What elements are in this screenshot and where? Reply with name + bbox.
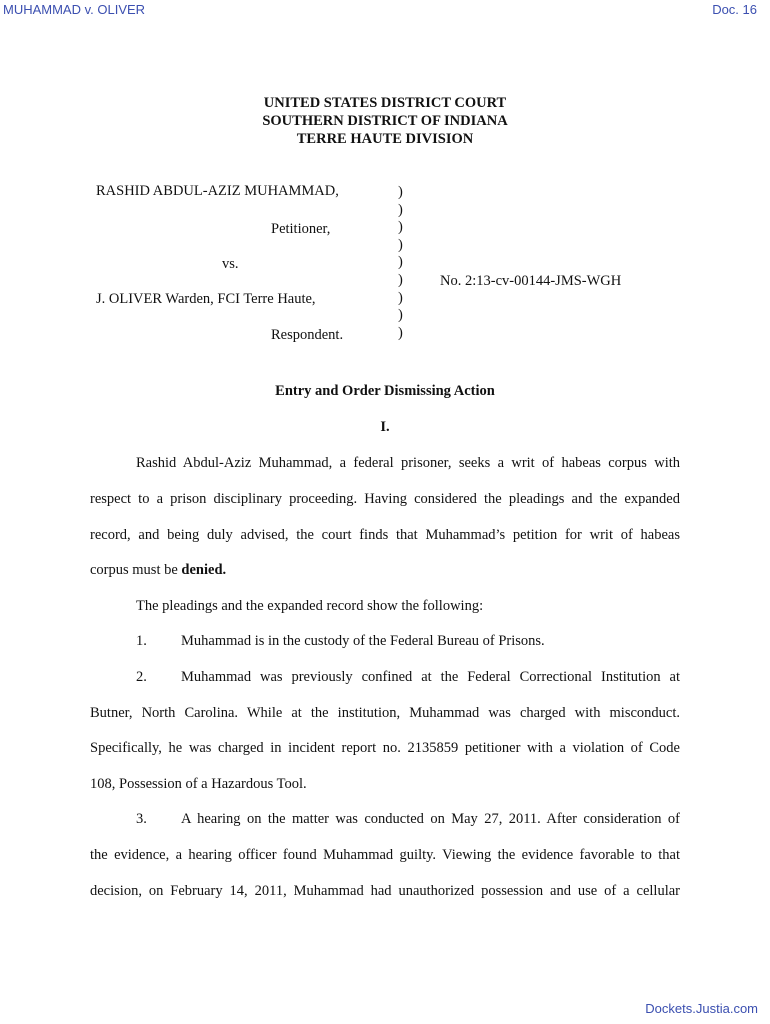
docket-number-link[interactable]: Doc. 16 [712,2,757,17]
caption-paren: ) [398,184,403,200]
item3-line3: decision, on February 14, 2011, Muhammad had unauthorized possession and use of a cellular [90,883,680,899]
item3-line2: the evidence, a hearing officer found Muhammad guilty. Viewing the evidence favorable to that [90,847,680,863]
respondent-name: J. OLIVER Warden, FCI Terre Haute, [96,291,316,307]
para1-line3: record, and being duly advised, the court finds that Muhammad’s petition for writ of habeas [90,527,680,543]
item2-line2: Butner, North Carolina. While at the institution, Muhammad was charged with misconduct. [90,705,680,721]
case-number: No. 2:13-cv-00144-JMS-WGH [440,273,622,289]
case-title-link[interactable]: MUHAMMAD v. OLIVER [3,2,146,17]
para1-line4-text: corpus must be [90,562,182,578]
court-heading [0,94,770,148]
court-division: TERRE HAUTE DIVISION [296,131,474,147]
order-title: Entry and Order Dismissing Action [275,383,495,399]
section-heading: I. [380,419,390,435]
court-district: SOUTHERN DISTRICT OF INDIANA [262,113,508,129]
para1-denied: denied. [181,562,227,578]
item3-line1: A hearing on the matter was conducted on May 27, 2011. After consideration of [181,811,680,827]
petitioner-name: RASHID ABDUL-AZIZ MUHAMMAD, [96,183,339,199]
caption-paren: ) [398,307,403,324]
caption-paren: ) [398,219,403,236]
item1-line1: Muhammad is in the custody of the Federal Bureau of Prisons. [181,633,545,649]
caption-paren: ) [398,271,403,288]
caption-paren: ) [398,324,403,341]
para1-line1: Rashid Abdul-Aziz Muhammad, a federal prisoner, seeks a writ of habeas corpus with [136,455,680,471]
caption-paren: ) [398,254,403,271]
item-number: 1. [136,633,147,649]
para1-line2: respect to a prison disciplinary proceeding. Having considered the pleadings and the expanded [90,491,680,507]
para1-line4 [90,561,680,579]
versus-label: vs. [222,256,239,272]
caption-paren: ) [398,236,403,253]
caption-paren: ) [398,289,403,306]
item2-line1: Muhammad was previously confined at the Federal Correctional Institution at [181,669,680,685]
item-number: 3. [136,811,147,827]
item-number: 2. [136,669,147,685]
petitioner-role: Petitioner, [271,221,331,237]
court-name: UNITED STATES DISTRICT COURT [263,95,507,111]
findings-intro: The pleadings and the expanded record show the following: [136,598,484,614]
justia-dockets-link[interactable]: Dockets.Justia.com [645,1001,758,1016]
item2-line4: 108, Possession of a Hazardous Tool. [90,776,307,792]
caption-parentheses [398,184,410,342]
caption-paren: ) [398,201,403,218]
respondent-role: Respondent. [271,327,344,343]
item2-line3: Specifically, he was charged in incident report no. 2135859 petitioner with a violation of Code [90,740,680,756]
